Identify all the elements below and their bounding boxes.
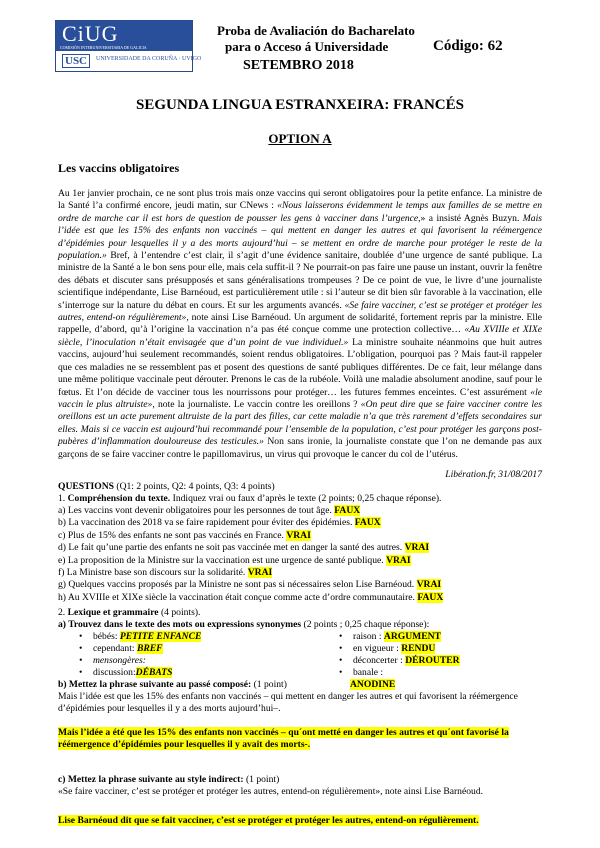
synonym-item: • déconcerter : DÉROUTER bbox=[353, 655, 460, 667]
answer-badge: FAUX bbox=[417, 591, 444, 603]
questions-points: (Q1: 2 points, Q2: 4 points, Q3: 4 points) bbox=[116, 481, 275, 492]
q2b-label: b) Mettez la phrase suivante au passé composé: bbox=[58, 679, 252, 690]
answer-badge: VRAI bbox=[247, 567, 273, 579]
q2-title: Lexique et grammaire bbox=[67, 607, 159, 618]
answer-badge: FAUX bbox=[334, 505, 361, 516]
answer-badge: RENDU bbox=[401, 643, 436, 654]
article-quote-3: «Se faire vacciner, c’est se protéger et protéger les autres, entend-on régulièrement», bbox=[58, 299, 542, 324]
questions-header bbox=[58, 481, 542, 493]
q1-number: 1. bbox=[58, 493, 66, 504]
article-p3: note ainsi Lise Barnéoud. Un argument de solidarité, fortement repris par la ministre. Elle rappelle, d’abord, qu’à l’origine la vaccination n’a pas été conçue comme une protection collective… bbox=[58, 312, 543, 336]
answer-badge: PETITE ENFANCE bbox=[119, 631, 202, 642]
university-marks: UNIVERSIDADE DA CORUÑA · UVIGO bbox=[96, 56, 202, 62]
synonym-item: • discussion:DÉBATS bbox=[93, 667, 172, 679]
answer-badge: VRAI bbox=[386, 554, 411, 566]
q2c-answer-text: Lise Barnéoud dit que se fait vacciner, c’est se protéger et protéger les autres, entend-on régulièrement. bbox=[58, 815, 479, 826]
logo-banner bbox=[56, 21, 192, 51]
synonym-item: • bébés: PETITE ENFANCE bbox=[93, 631, 201, 643]
q2c-answer bbox=[58, 815, 542, 827]
q2a-heading bbox=[58, 619, 542, 631]
logo-subtitle: COMISIÓN INTERUNIVERSITARIA DE GALICIA bbox=[60, 45, 147, 50]
article-body bbox=[58, 188, 542, 461]
answer-badge: VRAI bbox=[416, 579, 442, 591]
answer-badge: BREF bbox=[136, 643, 163, 654]
answer-badge: FAUX bbox=[354, 517, 381, 529]
answer-badge: DÉBATS bbox=[135, 667, 173, 678]
answer-badge: DÉROUTER bbox=[405, 655, 460, 666]
article-quote-2: Mais l’idée est que les 15% des enfants non vaccinés – qui mettent en danger les autres et qui favorisent la réémergence d’épidémies pour lesquelles il y a des morts aujourd’hui – se mettent en ordre de marche pour protéger le reste de la population.» bbox=[58, 212, 542, 262]
q2a-label: a) Trouvez dans le texte des mots ou expressions synonymes bbox=[58, 619, 302, 630]
q2-points: (4 points). bbox=[160, 607, 201, 618]
synonym-item: • raison : ARGUMENT bbox=[353, 631, 441, 643]
q2b-answer-text: Mais l’idée a été que les 15% des enfants non vaccinés – qu´ont metté en danger les autres et qu´ont favorisé la réémergence d’épidémies pour lesquelles il y avait des morts-. bbox=[58, 727, 509, 751]
q1-item: d) Le fait qu’une partie des enfants ne soit pas vaccinée met en danger la santé des autres. VRAI bbox=[58, 542, 430, 554]
session: SETEMBRO 2018 bbox=[243, 58, 354, 73]
answer-badge: ARGUMENT bbox=[383, 631, 441, 642]
q1-item: b) La vaccination des 2018 va se faire rapidement pour éviter des épidémies. FAUX bbox=[58, 517, 381, 529]
q1-instructions: Indiquez vrai ou faux d’après le texte (2 points; 0,25 chaque réponse). bbox=[172, 493, 442, 504]
q2c-heading bbox=[58, 774, 542, 786]
q2b-sentence: Mais l’idée est que les 15% des enfants non vaccinés – qui mettent en danger les autres et qui favorisent la réémergence d’épidémies pour lesquelles il y a des morts aujourd’hui–. bbox=[58, 691, 518, 715]
article-quote-1: «Nous laisserons évidemment le temps aux familles de se mettre en ordre de marche car il est hors de question de pousser les gens à vacciner dans l’urgence, bbox=[58, 200, 542, 224]
q2c-points: (1 point) bbox=[245, 774, 280, 785]
synonym-item: • en vigueur : RENDU bbox=[353, 643, 435, 655]
article-p4: La ministre souhaite néanmoins que huit autres vaccins, aujourd’hui seulement recommandés, soient rendus obligatoires. L’obligation, pourquoi pas ? Mais faut-il rappeler que ces maladies ne se ressemblent pas et posent des questions de santé publiques différentes. De ce fait, leur mélange dans une même politique vaccinale peut dérouter. Prenons le cas de la rubéole. Voilà une maladie absolument anodine, sauf pour le fœtus. Et l’on décide de vacciner tous les nourrissons pour protéger… les futures femmes enceintes. C’est assurément bbox=[58, 336, 542, 398]
exam-code: Código: 62 bbox=[433, 38, 503, 54]
synonym-item: • banale : bbox=[353, 667, 383, 679]
q1-items bbox=[58, 505, 542, 604]
logo-name: CiUG bbox=[62, 21, 119, 46]
header-line-1: Proba de Avaliación do Bacharelato bbox=[217, 23, 415, 38]
q1-item: f) La Ministre base son discours sur la solidarité. VRAI bbox=[58, 567, 273, 579]
article-p5: note la journaliste. Le vaccin contre les oreillons ? bbox=[157, 398, 358, 410]
answer-badge: VRAI bbox=[404, 542, 430, 554]
article-p6: Non sans ironie, la journaliste constate que l’on ne demande pas aux garçons de se faire vacciner contre le papillomavirus, un virus qui provoque le cancer du col de l’utérus. bbox=[58, 436, 542, 460]
header-line-2: para o Acceso á Universidade bbox=[225, 39, 389, 54]
article-p1: Au 1er janvier prochain, ce ne sont plus trois mais onze vaccins qui seront obligatoires pour la petite enfance. La ministre de la Santé l’a confirmé encore, jeudi matin, sur CNews : bbox=[58, 188, 542, 212]
logo-universities bbox=[56, 51, 202, 71]
article-quote-6: «On peut dire que se faire vacciner contre les oreillons est un acte purement altruiste de la part des filles, car cette maladie n’a que très rarement d’effets secondaires sur elles. Mais si ce vaccin est aujourd’hui recommandé pour l’ensemble de la population, c’est pour protéger les garçons post-pubères d’inflammation douloureuse des testicules.» bbox=[58, 398, 543, 448]
q2b-answer bbox=[58, 727, 542, 752]
q2c-sentence: «Se faire vacciner, c’est se protéger et protéger les autres, entend-on régulièrement», note ainsi Lise Barnéoud. bbox=[58, 786, 484, 797]
ciug-logo bbox=[55, 20, 202, 72]
q2b-heading bbox=[58, 679, 348, 691]
answer-badge: ANODINE bbox=[350, 679, 396, 690]
article-p2: Bref, à l’entendre c’est clair, il s’agit d’une évidence sanitaire, doublée d’une urgence de santé publique. La ministre de la Santé a le bon sens pour elle, mais cela suffit-il ? Ne pourrait-on pas faire une pause un instant, ouvrir la fenêtre des débats et discuter sans présupposés et sans généralisations trompeuses ? De ce point de vue, le livre d’une journaliste scientifique indépendante, Lise Barnéoud, est particulièrement utile : si l’auteur se dit bien sûr favorable à la vaccination, elle s’interroge sur la nature du débat en cours. Et sur les arguments avancés. bbox=[58, 250, 542, 311]
answer-badge: VRAI bbox=[286, 529, 311, 541]
synonym-item: • cependant: BREF bbox=[93, 643, 163, 655]
article-quote-4: «Au XVIIIe et XIXe siècle, l’inoculation n’était envisagée que d’un point de vue individuel.» bbox=[58, 324, 542, 348]
q2-number: 2. bbox=[58, 607, 66, 618]
questions-label: QUESTIONS bbox=[58, 481, 114, 492]
q2-heading bbox=[58, 607, 200, 619]
q1-title: Compréhension du texte. bbox=[67, 493, 171, 504]
q1-item: h) Au XVIIIe et XIXe siècle la vaccination était conçue comme acte d’ordre communautaire. FAUX bbox=[58, 591, 444, 603]
q1-item: e) La proposition de la Ministre sur la vaccination est une urgence de santé publique. VRAI bbox=[58, 554, 411, 566]
q1-item: g) Quelques vaccins proposés par la Ministre ne sont pas si nécessaires selon Lise Barnéoud. VRAI bbox=[58, 579, 442, 591]
option-title: OPTION A bbox=[268, 131, 332, 146]
synonym-item: • mensongères: bbox=[93, 655, 146, 667]
q1-item: a) Les vaccins vont devenir obligatoires pour les personnes de tout âge. FAUX bbox=[58, 505, 361, 516]
article-quote-5: «le vaccin le plus altruiste», bbox=[58, 386, 543, 410]
synonym-answer-anodine bbox=[350, 679, 395, 691]
article-p1b: » a insisté Agnès Buzyn. bbox=[420, 212, 520, 224]
exam-title: SEGUNDA LINGUA ESTRANXEIRA: FRANCÉS bbox=[136, 97, 464, 113]
q2c-label: c) Mettez la phrase suivante au style indirect: bbox=[58, 774, 244, 785]
q1-heading bbox=[58, 493, 542, 505]
q2a-points: (2 points ; 0,25 chaque réponse): bbox=[303, 619, 430, 630]
article-title: Les vaccins obligatoires bbox=[58, 161, 180, 175]
article-source: Libération.fr, 31/08/2017 bbox=[445, 469, 542, 480]
usc-logo: USC bbox=[62, 54, 90, 68]
q1-item: c) Plus de 15% des enfants ne sont pas vaccinés en France. VRAI bbox=[58, 529, 311, 541]
q2b-points: (1 point) bbox=[253, 679, 287, 690]
